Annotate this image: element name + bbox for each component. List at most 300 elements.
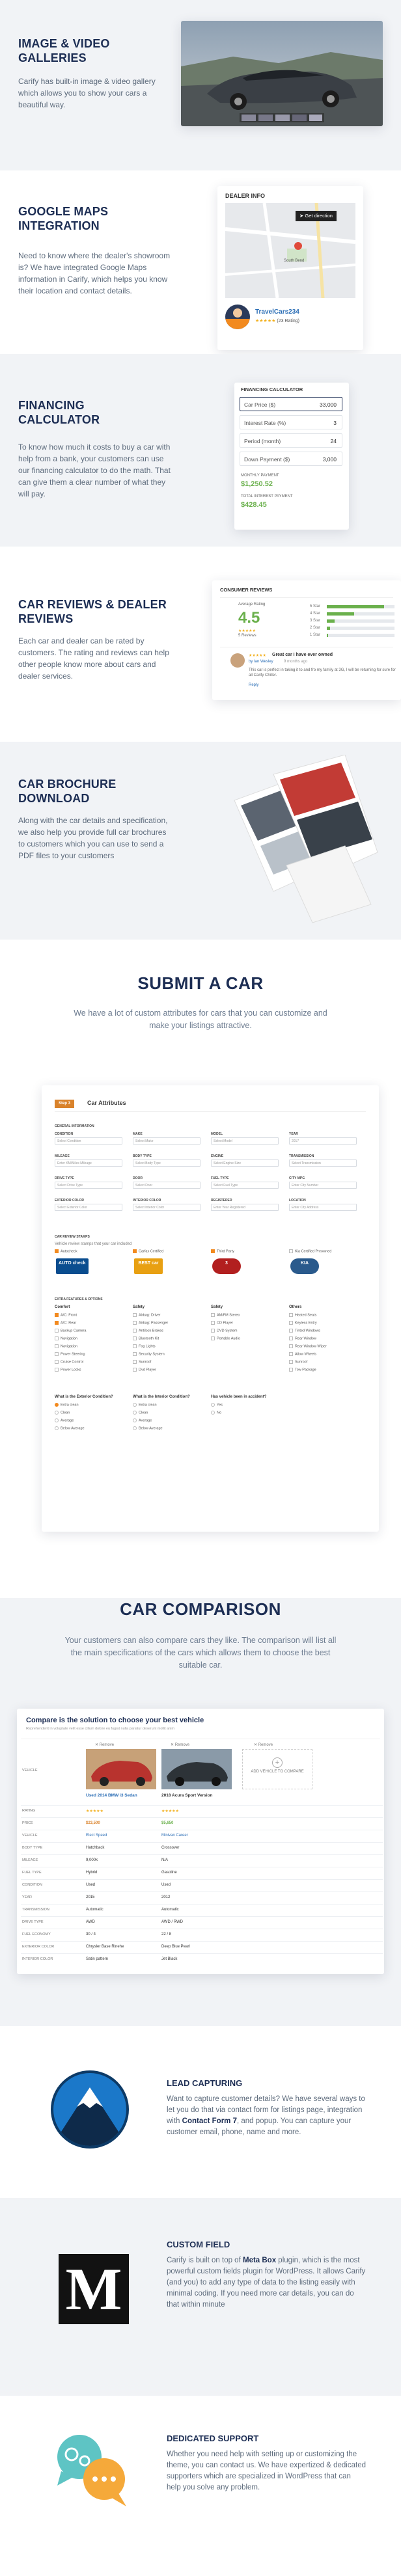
reviews-title: CAR REVIEWS & DEALER REVIEWS: [18, 598, 167, 625]
star-row-fill: [327, 605, 384, 608]
checkbox[interactable]: [289, 1360, 293, 1364]
radio[interactable]: [133, 1418, 137, 1422]
checkbox[interactable]: [55, 1321, 59, 1325]
submit-form-card: [42, 1085, 379, 1532]
checkbox[interactable]: [55, 1360, 59, 1364]
extras-checkbox[interactable]: [55, 1360, 83, 1364]
checkbox[interactable]: [211, 1313, 215, 1317]
star-icon: ★★★★★: [255, 319, 276, 323]
question-radio[interactable]: [55, 1418, 74, 1422]
extras-col-head: Others: [289, 1305, 302, 1309]
checkbox[interactable]: [55, 1249, 59, 1253]
total-label: TOTAL INTEREST PAYMENT: [241, 495, 293, 498]
reviewer-name[interactable]: by Ian Wesley: [249, 660, 273, 664]
remove-car2[interactable]: ✕ Remove: [171, 1743, 190, 1747]
field-label: ENGINE: [211, 1154, 224, 1158]
checkbox[interactable]: [211, 1321, 215, 1325]
compare-row-divider: [21, 1891, 383, 1892]
compare-car2-value: $5,650: [161, 1821, 174, 1825]
mountain-icon: [49, 2069, 130, 2150]
car1-image: [86, 1749, 156, 1789]
finance-card: [234, 383, 349, 530]
extras-checkbox[interactable]: [133, 1329, 163, 1333]
submit-section: [0, 940, 401, 1598]
checkbox[interactable]: [55, 1313, 59, 1317]
extras-item-label: DVD System: [217, 1329, 238, 1333]
checkbox[interactable]: [55, 1336, 59, 1340]
compare-row-label: INTERIOR COLOR: [22, 1957, 53, 1961]
extras-checkbox[interactable]: [211, 1329, 237, 1333]
checkbox[interactable]: [55, 1329, 59, 1333]
extras-checkbox[interactable]: [211, 1313, 240, 1317]
vehicle-label: VEHICLE: [22, 1769, 38, 1772]
compare-title: CAR COMPARISON: [120, 1599, 281, 1619]
interest-rate-field[interactable]: Interest Rate (%) 3: [240, 415, 342, 429]
extras-item-label: Rear Window Wiper: [295, 1344, 327, 1349]
field-select[interactable]: Select Transmission: [289, 1159, 357, 1167]
compare-desc: Your customers can also compare cars they like. The comparison will list all the main specifications of the cars which allows them to choose the best suitable car.: [64, 1636, 337, 1670]
question-radio[interactable]: [55, 1411, 70, 1415]
extras-item-label: Tow Package: [295, 1368, 316, 1372]
radio[interactable]: [55, 1426, 59, 1430]
gallery-section: [0, 0, 401, 170]
extras-checkbox[interactable]: [289, 1329, 320, 1333]
field-label: INTERIOR COLOR: [133, 1199, 161, 1202]
field-select[interactable]: Select Drive Type: [55, 1182, 122, 1189]
dealer-name[interactable]: TravelCars234: [255, 308, 299, 316]
compare-row-label: PRICE: [22, 1821, 33, 1825]
stamp-label: Carfax Certified: [139, 1249, 164, 1254]
star-row-fill: [327, 627, 330, 630]
extras-checkbox[interactable]: [55, 1368, 81, 1372]
compare-car1-value: Automatic: [86, 1908, 104, 1912]
extras-item-label: Navigation: [61, 1344, 77, 1349]
field-label: YEAR: [289, 1132, 298, 1136]
question-radio[interactable]: [211, 1411, 221, 1415]
stamp-checkbox[interactable]: [211, 1249, 234, 1253]
brochure-desc: Along with the car details and specification, we also help you provide full car brochures to customers which you can use to send a PDF files to your customers: [18, 816, 168, 860]
form-title: Car Attributes: [87, 1100, 126, 1106]
checkbox[interactable]: [289, 1249, 293, 1253]
checkbox[interactable]: [133, 1344, 137, 1348]
review-title: Great car I have ever owned: [272, 653, 333, 657]
checkbox[interactable]: [289, 1368, 293, 1372]
compare-car1-value: 9,000k: [86, 1858, 98, 1862]
field-select[interactable]: Enter Year Registered: [211, 1204, 279, 1211]
compare-row-label: VEHICLE: [22, 1834, 38, 1837]
extras-checkbox[interactable]: [55, 1321, 76, 1325]
field-label: CITY MPG: [289, 1176, 305, 1180]
compare-row-label: YEAR: [22, 1895, 32, 1899]
extras-checkbox[interactable]: [133, 1360, 151, 1364]
extras-col-head: Comfort: [55, 1305, 70, 1309]
stamp-label: Kia Certified Preowned: [295, 1249, 332, 1254]
extras-checkbox[interactable]: [133, 1313, 161, 1317]
review-time: 9 months ago: [284, 660, 308, 664]
custom-title: CUSTOM FIELD: [167, 2240, 230, 2249]
compare-row-divider: [21, 1904, 383, 1905]
custom-section: [0, 2198, 401, 2396]
stamp-checkbox[interactable]: [289, 1249, 331, 1253]
extras-item-label: Cruise Control: [61, 1360, 84, 1364]
extras-checkbox[interactable]: [133, 1344, 156, 1348]
extras-item-label: Heated Seats: [295, 1313, 317, 1318]
checkbox[interactable]: [289, 1336, 293, 1340]
question-option: Extra clean: [61, 1403, 79, 1407]
step-badge: Step 3: [55, 1100, 74, 1108]
compare-car2-value: ★★★★★: [161, 1810, 179, 1813]
extras-item-label: Sunroof: [139, 1360, 152, 1364]
checkbox[interactable]: [55, 1352, 59, 1356]
radio[interactable]: [133, 1426, 137, 1430]
remove-car1[interactable]: ✕ Remove: [95, 1743, 115, 1747]
extras-label: EXTRA FEATURES & OPTIONS: [55, 1297, 103, 1301]
question-option: Average: [61, 1418, 74, 1423]
car1-name[interactable]: Used 2014 BMW i3 Sedan: [86, 1793, 137, 1798]
reviews-desc: Each car and dealer can be rated by customers. The rating and reviews can help other people know more about cars and dealer services.: [18, 636, 169, 681]
compare-row-divider: [21, 1879, 383, 1880]
compare-card: [17, 1709, 384, 1974]
checkbox[interactable]: [211, 1329, 215, 1333]
field-label: REGISTERED: [211, 1199, 232, 1202]
checkbox[interactable]: [55, 1344, 59, 1348]
compare-car1-value: AWD: [86, 1920, 95, 1924]
custom-desc: Carify is built on top of Meta Box plugin, which is the most powerful custom fields plugin for WordPress. It allows Carify (and you) to add any type of data to the listing easily with minimal coding. If you need more car details, you can do that within minute: [167, 2257, 366, 2309]
checkbox[interactable]: [133, 1368, 137, 1372]
field-label: EXTERIOR COLOR: [55, 1199, 85, 1202]
maps-desc: Need to know where the dealer's showroom is? We have integrated Google Maps information in Carify, which helps you know their location and contact details.: [18, 251, 171, 295]
finance-title: FINANCING CALCULATOR: [18, 399, 100, 426]
compare-row-label: DRIVE TYPE: [22, 1920, 44, 1924]
support-desc: Whether you need help with setting up or customizing the theme, you can contact us. We have expertized & dedicated supporters which are specialized in WordPress that can help you solve any problem.: [167, 2450, 366, 2491]
stamp-logo: KIA: [290, 1258, 319, 1274]
stamps-label: CAR REVIEW STAMPS: [55, 1235, 90, 1239]
stamp-label: Third Party: [217, 1249, 234, 1254]
checkbox[interactable]: [133, 1352, 137, 1356]
map-label: South Bend: [284, 259, 305, 263]
add-vehicle-slot[interactable]: + ADD VEHICLE TO COMPARE: [242, 1749, 312, 1789]
field-select[interactable]: Select Fuel Type: [211, 1182, 279, 1189]
compare-row-label: CONDITION: [22, 1883, 42, 1887]
checkbox[interactable]: [133, 1360, 137, 1364]
extras-checkbox[interactable]: [133, 1336, 159, 1340]
checkbox[interactable]: [289, 1352, 293, 1356]
general-label: GENERAL INFORMATION: [55, 1124, 94, 1128]
field-select[interactable]: Select Door: [133, 1182, 200, 1189]
star-row-label: 3 Star: [310, 619, 321, 623]
avg-stars-icon: ★★★★★: [238, 629, 256, 633]
direction-icon: ➤: [299, 213, 304, 219]
maps-section: [0, 170, 401, 354]
compare-row-label: FUEL ECONOMY: [22, 1932, 51, 1936]
extras-item-label: Power Steering: [61, 1352, 85, 1357]
get-direction-button[interactable]: ➤ Get direction: [296, 211, 337, 221]
checkbox[interactable]: [133, 1329, 137, 1333]
checkbox[interactable]: [211, 1249, 215, 1253]
star-row-track: [327, 605, 394, 608]
extras-checkbox[interactable]: [289, 1344, 327, 1348]
extras-item-label: Dvd Player: [139, 1368, 156, 1372]
gallery-title: IMAGE & VIDEO GALLERIES: [18, 37, 110, 64]
lead-section: [0, 2026, 401, 2198]
question-option: Extra clean: [139, 1403, 157, 1407]
question-radio[interactable]: [133, 1403, 157, 1407]
review-stars-icon: ★★★★★: [249, 654, 266, 658]
brochure-image: [221, 755, 384, 924]
submit-title: SUBMIT A CAR: [137, 973, 264, 993]
metabox-logo-icon: M: [59, 2254, 129, 2324]
field-select[interactable]: Select Body Type: [133, 1159, 200, 1167]
compare-row-divider: [21, 1953, 383, 1954]
extras-checkbox[interactable]: [55, 1336, 77, 1340]
submit-desc: We have a lot of custom attributes for cars that you can customize and make your listings attractive.: [74, 1009, 327, 1030]
total-value: $428.45: [241, 501, 267, 509]
extras-item-label: Bluetooth Kit: [139, 1336, 159, 1341]
compare-car2-value: Automatic: [161, 1908, 179, 1912]
dealer-map[interactable]: [225, 203, 355, 298]
stamp-logo: BEST car: [134, 1258, 163, 1274]
compare-car1-value: ★★★★★: [86, 1810, 104, 1813]
extras-item-label: A/C: Front: [61, 1313, 77, 1318]
period-field[interactable]: Period (month) 24: [240, 433, 342, 448]
field-label: BODY TYPE: [133, 1154, 152, 1158]
stamp-logo: AUTO check: [56, 1258, 89, 1274]
compare-car1-value: 30 / 4: [86, 1932, 96, 1936]
extras-checkbox[interactable]: [289, 1368, 316, 1372]
compare-car2-value: AWD / RWD: [161, 1920, 183, 1924]
extras-item-label: Airbag: Driver: [139, 1313, 161, 1318]
finance-header: FINANCING CALCULATOR: [241, 386, 303, 392]
support-section: [0, 2396, 401, 2576]
support-chat-icon: [55, 2428, 131, 2509]
car2-name[interactable]: 2018 Acura Sport Version: [161, 1793, 213, 1798]
extras-item-label: CD Player: [217, 1321, 234, 1325]
reply-link[interactable]: Reply: [249, 683, 259, 687]
down-payment-field[interactable]: Down Payment ($) 3,000: [240, 452, 342, 466]
question-radio[interactable]: [55, 1403, 79, 1407]
finance-desc: To know how much it costs to buy a car with help from a bank, your customers can use our financing calculator to do the math. That can give them a clear number of what they will pay.: [18, 442, 171, 498]
monthly-value: $1,250.52: [241, 480, 273, 488]
field-select[interactable]: Select Engine Size: [211, 1159, 279, 1167]
radio[interactable]: [55, 1418, 59, 1422]
extras-item-label: Allow Wheels: [295, 1352, 317, 1357]
question-radio[interactable]: [55, 1426, 85, 1430]
brochure-section: [0, 742, 401, 940]
stamp-label: Autocheck: [61, 1249, 77, 1254]
question-radio[interactable]: [133, 1426, 163, 1430]
question-option: Below Average: [139, 1426, 163, 1431]
compare-car2-value: 22 / 8: [161, 1932, 172, 1936]
field-select[interactable]: Select Exterior Color: [55, 1204, 122, 1211]
condition-questions: [55, 1395, 366, 1447]
field-select[interactable]: 2017: [289, 1137, 357, 1145]
extras-checkbox[interactable]: [289, 1336, 316, 1340]
extras-checkbox[interactable]: [289, 1352, 316, 1356]
close-icon: ✕: [171, 1743, 174, 1747]
radio[interactable]: [211, 1411, 215, 1415]
field-select[interactable]: Select Make: [133, 1137, 200, 1145]
avg-rating-value: 4.5: [238, 609, 260, 627]
checkbox[interactable]: [133, 1249, 137, 1253]
star-row-label: 1 Star: [310, 633, 321, 637]
stamp-checkbox[interactable]: [55, 1249, 77, 1253]
review-text: This car is perfect in taking it to and fro my family at 3G, I will be returning for sure for all Carify Chiller.: [249, 668, 396, 677]
extras-checkbox[interactable]: [289, 1360, 307, 1364]
plus-icon: +: [272, 1757, 283, 1768]
extras-grid: [55, 1305, 366, 1383]
question-option: Clean: [61, 1411, 70, 1415]
dealer-info-card: [217, 186, 363, 350]
checkbox[interactable]: [133, 1336, 137, 1340]
question-radio[interactable]: [211, 1403, 223, 1407]
monthly-label: MONTHLY PAYMENT: [241, 474, 279, 478]
lead-title: LEAD CAPTURING: [167, 2078, 243, 2088]
star-row-track: [327, 634, 394, 637]
finance-section: [0, 354, 401, 547]
compare-car2-value: N/A: [161, 1858, 169, 1862]
star-row-track: [327, 619, 394, 623]
question-option: No: [217, 1411, 222, 1415]
extras-item-label: Sunroof: [295, 1360, 308, 1364]
compare-car2-value: 2012: [161, 1895, 171, 1899]
car-price-field[interactable]: Car Price ($) 33,000: [240, 397, 342, 411]
extras-checkbox[interactable]: [55, 1329, 86, 1333]
compare-car2-value: Used: [161, 1883, 171, 1887]
field-label: MODEL: [211, 1132, 223, 1136]
compare-car1-value: 2015: [86, 1895, 95, 1899]
compare-row-label: EXTERIOR COLOR: [22, 1945, 55, 1949]
compare-car2-value: Minivan Career: [161, 1834, 188, 1837]
field-select[interactable]: Select Interior Color: [133, 1204, 200, 1211]
extras-checkbox[interactable]: [55, 1352, 85, 1356]
question-option: Yes: [217, 1403, 223, 1407]
star-row-fill: [327, 612, 354, 616]
compare-car1-value: Hatchback: [86, 1846, 105, 1850]
checkbox[interactable]: [289, 1313, 293, 1317]
compare-row-divider: [21, 1805, 383, 1806]
compare-car1-value: Hybrid: [86, 1871, 98, 1875]
extras-item-label: Airbag: Passenger: [139, 1321, 169, 1325]
field-label: DRIVE TYPE: [55, 1176, 74, 1180]
extras-item-label: Antilock Brakes: [139, 1329, 163, 1333]
field-select[interactable]: Enter City Address: [289, 1204, 357, 1211]
close-icon: ✕: [95, 1743, 99, 1747]
compare-car1-value: $23,500: [86, 1821, 100, 1825]
compare-row-label: RATING: [22, 1809, 36, 1813]
reviews-card: [212, 580, 401, 700]
checkbox[interactable]: [289, 1329, 293, 1333]
checkbox[interactable]: [133, 1321, 137, 1325]
checkbox[interactable]: [289, 1344, 293, 1348]
star-row-fill: [327, 634, 328, 637]
compare-car2-value: Deep Blue Pearl: [161, 1945, 190, 1949]
gallery-desc: Carify has built-in image & video gallery which allows you to show your cars a beautiful way.: [18, 77, 156, 109]
field-label: LOCATION: [289, 1199, 306, 1202]
star-row-label: 2 Star: [310, 626, 321, 630]
compare-car1-value: Satin pattern: [86, 1957, 109, 1961]
extras-checkbox[interactable]: [211, 1336, 240, 1340]
gallery-card: [181, 21, 383, 126]
field-select[interactable]: Enter City Number: [289, 1182, 357, 1189]
star-breakdown: [310, 604, 398, 643]
remove-car3[interactable]: ✕ Remove: [254, 1743, 273, 1747]
extras-col-head: Safety: [133, 1305, 145, 1309]
reviewer-avatar: [230, 653, 245, 668]
dealer-avatar: [225, 305, 250, 329]
star-row-fill: [327, 619, 335, 623]
extras-item-label: A/C: Rear: [61, 1321, 77, 1325]
maps-title: GOOGLE MAPS INTEGRATION: [18, 205, 109, 232]
brochure-title: CAR BROCHURE DOWNLOAD: [18, 778, 117, 805]
checkbox[interactable]: [211, 1336, 215, 1340]
compare-row-divider: [21, 1817, 383, 1818]
field-select[interactable]: Select Condition: [55, 1137, 122, 1145]
field-select[interactable]: Enter KM/Miles Mileage: [55, 1159, 122, 1167]
checkbox[interactable]: [289, 1321, 293, 1325]
extras-item-label: AM/FM Stereo: [217, 1313, 240, 1318]
support-title: DEDICATED SUPPORT: [167, 2434, 259, 2443]
checkbox[interactable]: [55, 1368, 59, 1372]
extras-checkbox[interactable]: [211, 1321, 233, 1325]
radio[interactable]: [133, 1411, 137, 1415]
extras-item-label: Navigation: [61, 1336, 77, 1341]
extras-checkbox[interactable]: [133, 1368, 156, 1372]
compare-row-label: FUEL TYPE: [22, 1871, 42, 1875]
radio[interactable]: [133, 1403, 137, 1407]
star-row-label: 4 Star: [310, 612, 321, 616]
extras-item-label: Power Locks: [61, 1368, 81, 1372]
checkbox[interactable]: [133, 1313, 137, 1317]
compare-section: [0, 1598, 401, 2026]
question-radio[interactable]: [133, 1411, 148, 1415]
question-option: Below Average: [61, 1426, 85, 1431]
radio[interactable]: [55, 1403, 59, 1407]
field-label: DOOR: [133, 1176, 143, 1180]
extras-checkbox[interactable]: [55, 1344, 77, 1348]
field-label: MILEAGE: [55, 1154, 70, 1158]
extras-checkbox[interactable]: [133, 1352, 165, 1356]
compare-card-title: Compare is the solution to choose your best vehicle: [26, 1716, 204, 1724]
question-head: Has vehicle been in accident?: [211, 1395, 267, 1399]
dealer-rating: ★★★★★ (23 Rating): [255, 319, 299, 323]
question-radio[interactable]: [133, 1418, 152, 1422]
avg-rating-label: Average Rating: [238, 603, 266, 606]
compare-row-divider: [21, 1941, 383, 1942]
compare-car2-value: Jet Black: [161, 1957, 178, 1961]
radio[interactable]: [55, 1411, 59, 1415]
extras-checkbox[interactable]: [289, 1321, 317, 1325]
field-label: CONDITION: [55, 1132, 74, 1136]
star-row-track: [327, 627, 394, 630]
dealer-info-header: DEALER INFO: [225, 193, 266, 199]
stamp-checkbox[interactable]: [133, 1249, 163, 1253]
car2-image: [161, 1749, 232, 1789]
extras-checkbox[interactable]: [133, 1321, 168, 1325]
question-head: What is the Interior Condition?: [133, 1395, 190, 1399]
radio[interactable]: [211, 1403, 215, 1407]
compare-card-sub: Reprehenderit in voluptate velit esse cillum dolore eu fugiat nulla pariatur deserunt mollit anim: [26, 1727, 175, 1731]
compare-row-divider: [21, 1916, 383, 1917]
close-icon: ✕: [254, 1743, 258, 1747]
compare-row-label: TRANSMISSION: [22, 1908, 49, 1912]
gallery-car-image: [181, 21, 383, 126]
field-select[interactable]: Select Model: [211, 1137, 279, 1145]
field-label: MAKE: [133, 1132, 143, 1136]
extras-checkbox[interactable]: [289, 1313, 316, 1317]
extras-checkbox[interactable]: [55, 1313, 77, 1317]
extras-item-label: Keyless Entry: [295, 1321, 317, 1325]
compare-row-label: MILEAGE: [22, 1858, 38, 1862]
